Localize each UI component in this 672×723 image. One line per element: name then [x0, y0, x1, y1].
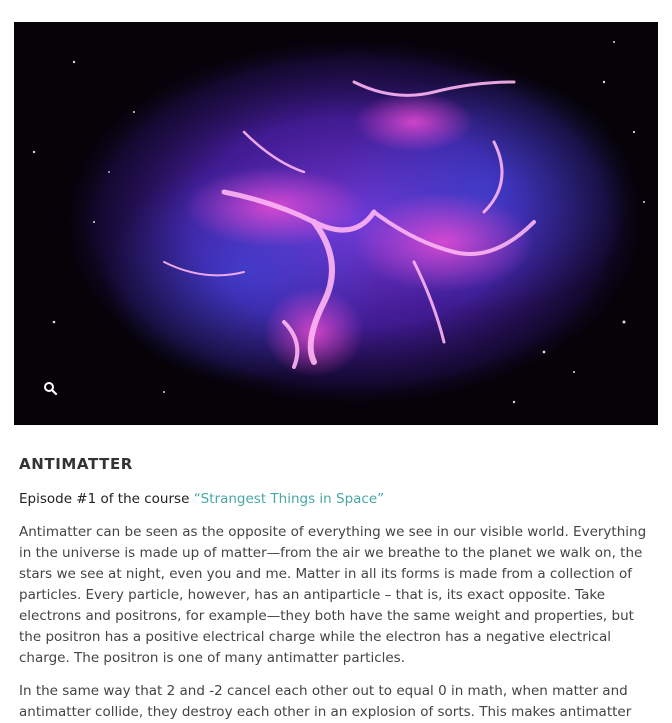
article-title: ANTIMATTER: [19, 455, 133, 473]
zoom-button[interactable]: [42, 380, 60, 398]
article-paragraph-1: Antimatter can be seen as the opposite of everything we see in our visible world. Everything in the universe is made up of matter—from the air we breathe to the planet we walk on, the stars we see at night, even you and me. Matter in all its forms is made from a collection of particles. Every particle, however, has an antiparticle – that is, its exact opposite. Take electrons and positrons, for example—they both have the same weight and properties, but the positron has a positive electrical charge while the electron has a negative electrical charge. The positron is one of many antimatter particles.: [19, 524, 647, 666]
episode-line: [19, 488, 655, 510]
course-link[interactable]: “Strangest Things in Space”: [193, 491, 385, 507]
article-content: [19, 452, 655, 723]
magnifier-icon: [42, 380, 60, 398]
article-paragraph-2: In the same way that 2 and -2 cancel each other out to equal 0 in math, when matter and antimatter collide, they destroy each other in an explosion of sorts. This makes antimatter: [19, 683, 632, 720]
hero-image[interactable]: [14, 22, 658, 425]
episode-prefix: Episode #1 of the course: [19, 491, 190, 507]
nebula-illustration: [14, 22, 658, 425]
